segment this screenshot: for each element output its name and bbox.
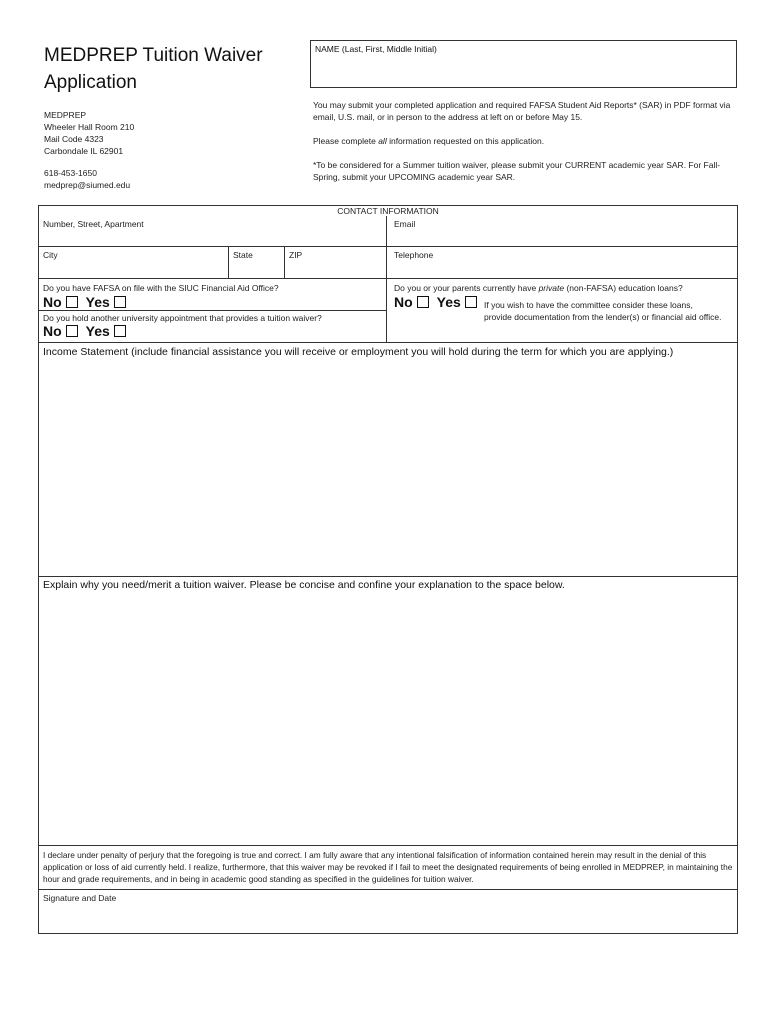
appointment-yes-checkbox[interactable] [114, 325, 126, 337]
zip-field[interactable]: ZIP [289, 250, 303, 260]
signature-field[interactable]: Signature and Date [43, 893, 117, 903]
address-line: Carbondale IL 62901 [44, 146, 124, 156]
income-statement-label: Income Statement (include financial assistance you will receive or employment you will hold during the term for which you are applying.) [43, 346, 674, 358]
form-title [44, 42, 304, 96]
office-address [44, 109, 244, 157]
appointment-question: Do you hold another university appointment that provides a tuition waiver? [43, 313, 322, 323]
street-field[interactable]: Number, Street, Apartment [43, 219, 144, 229]
loans-question: Do you or your parents currently have private (non-FAFSA) education loans? [394, 283, 683, 293]
loans-yes-checkbox[interactable] [465, 296, 477, 308]
complete-instructions: Please complete all information requested on this application. [313, 136, 545, 146]
explanation-area[interactable] [40, 596, 736, 844]
income-statement-area[interactable] [40, 362, 736, 575]
fafsa-question: Do you have FAFSA on file with the SIUC Financial Aid Office? [43, 283, 279, 293]
email-field[interactable]: Email [394, 219, 416, 229]
submit-instructions: You may submit your completed application and required FAFSA Student Aid Reports* (SAR) in PDF format via email, U.S. mail, or in person to the address at left on or before May 15. [313, 100, 731, 122]
appointment-choice: No Yes [43, 323, 134, 339]
summer-note: *To be considered for a Summer tuition waiver, please submit your CURRENT academic year SAR. For Fall-Spring, submit your UPCOMING academic year SAR. [313, 160, 721, 182]
address-line: Mail Code 4323 [44, 134, 104, 144]
fafsa-choice: No Yes [43, 294, 134, 310]
name-field-label: NAME (Last, First, Middle Initial) [315, 44, 437, 54]
state-field[interactable]: State [233, 250, 253, 260]
address-line: Wheeler Hall Room 210 [44, 122, 135, 132]
fafsa-yes-checkbox[interactable] [114, 296, 126, 308]
telephone-field[interactable]: Telephone [394, 250, 434, 260]
contact-heading: CONTACT INFORMATION [337, 206, 439, 216]
loans-choice: No Yes [394, 294, 483, 310]
appointment-no-checkbox[interactable] [66, 325, 78, 337]
office-phone: 618-453-1650 [44, 168, 97, 178]
fafsa-no-checkbox[interactable] [66, 296, 78, 308]
loans-note: If you wish to have the committee consider these loans, provide documentation from the lender(s) or financial aid office. [484, 300, 722, 322]
declaration-text: I declare under penalty of perjury that the foregoing is true and correct. I am fully aware that any intentional falsification of information contained herein may result in the denial of this application or loss of aid currently held. I realize, furthermore, that this waiver may be revoked if I fail to meet the designated requirements of being enrolled in MEDPREP, in maintaining the hour and grade requirements, and in being in academic good standing as specified in the guidelines for tuition waiver. [43, 850, 733, 884]
city-field[interactable]: City [43, 250, 58, 260]
name-field[interactable] [310, 40, 737, 88]
title-line-1: MEDPREP Tuition Waiver [44, 45, 263, 66]
office-email: medprep@siumed.edu [44, 180, 131, 190]
explanation-label: Explain why you need/merit a tuition waiver. Please be concise and confine your explanation to the space below. [43, 579, 565, 591]
office-contact [44, 167, 244, 191]
loans-no-checkbox[interactable] [417, 296, 429, 308]
address-line: MEDPREP [44, 110, 87, 120]
title-line-2: Application [44, 72, 137, 93]
